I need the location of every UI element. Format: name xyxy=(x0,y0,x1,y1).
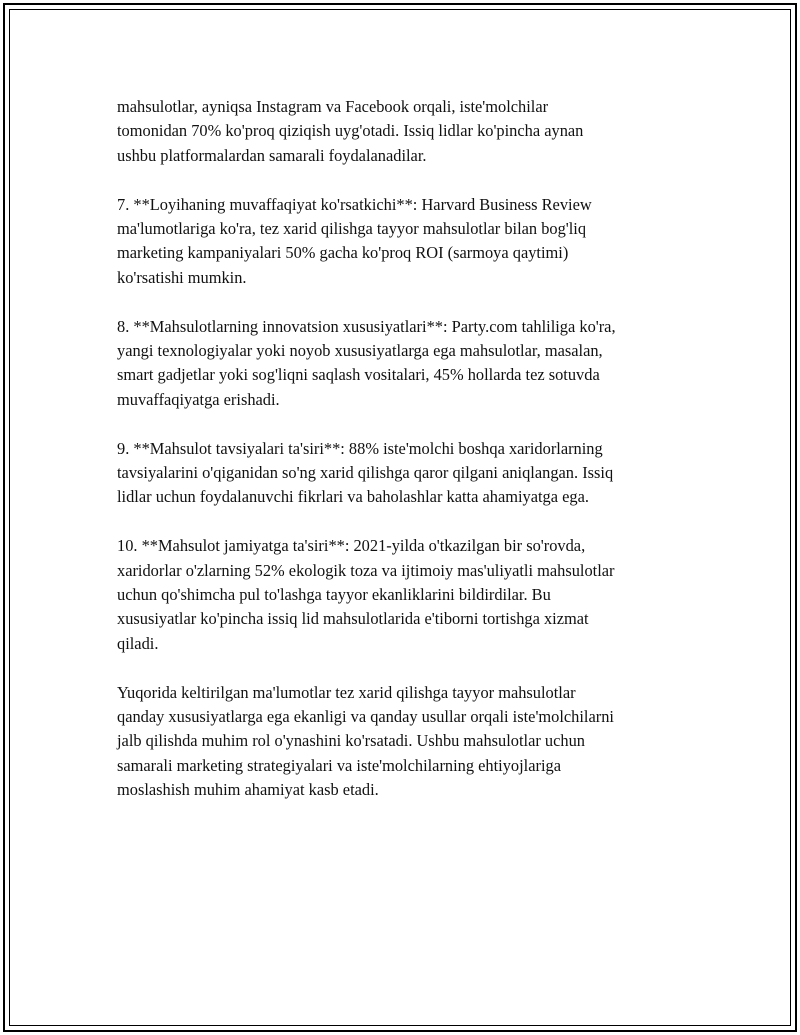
text-line: Yuqorida keltirilgan ma'lumotlar tez xarid qilishga tayyor mahsulotlar xyxy=(117,682,576,702)
text-line: 10. **Mahsulot jamiyatga ta'siri**: 2021-yilda o'tkazilgan bir so'rovda, xyxy=(117,536,586,556)
text-line: yangi texnologiyalar yoki noyob xususiyatlarga ega mahsulotlar, masalan, xyxy=(117,341,603,361)
text-line: ko'rsatishi mumkin. xyxy=(117,267,247,287)
text-line: 8. **Mahsulotlarning innovatsion xususiyatlari**: Party.com tahliliga ko'ra, xyxy=(117,316,616,336)
paragraph-item-8 xyxy=(117,315,707,413)
text-line: moslashish muhim ahamiyat kasb etadi. xyxy=(117,780,379,800)
text-line: smart gadjetlar yoki sog'liqni saqlash vositalari, 45% hollarda tez sotuvda xyxy=(117,365,600,385)
document-page xyxy=(3,3,797,1032)
text-line: qanday xususiyatlarga ega ekanligi va qanday usullar orqali iste'molchilarni xyxy=(117,707,614,727)
text-line: muvaffaqiyatga erishadi. xyxy=(117,389,280,409)
text-line: ushbu platformalardan samarali foydalanadilar. xyxy=(117,145,427,165)
paragraph-item-10 xyxy=(117,534,707,656)
text-line: tavsiyalarini o'qiganidan so'ng xarid qilishga qaror qilgani aniqlangan. Issiq xyxy=(117,463,614,483)
text-line: marketing kampaniyalari 50% gacha ko'proq ROI (sarmoya qaytimi) xyxy=(117,243,569,263)
paragraph-item-9 xyxy=(117,437,707,510)
document-body xyxy=(117,95,707,827)
text-line: samarali marketing strategiyalari va iste'molchilarning ehtiyojlariga xyxy=(117,755,561,775)
paragraph-item-7 xyxy=(117,193,707,291)
paragraph-intro-continuation xyxy=(117,95,707,168)
paragraph-conclusion xyxy=(117,681,707,803)
text-line: xususiyatlar ko'pincha issiq lid mahsulotlarida e'tiborni tortishga xizmat xyxy=(117,609,589,629)
text-line: lidlar uchun foydalanuvchi fikrlari va baholashlar katta ahamiyatga ega. xyxy=(117,487,589,507)
text-line: jalb qilishda muhim rol o'ynashini ko'rsatadi. Ushbu mahsulotlar uchun xyxy=(117,731,585,751)
text-line: tomonidan 70% ko'proq qiziqish uyg'otadi. Issiq lidlar ko'pincha aynan xyxy=(117,121,584,141)
text-line: 9. **Mahsulot tavsiyalari ta'siri**: 88% iste'molchi boshqa xaridorlarning xyxy=(117,438,603,458)
text-line: mahsulotlar, ayniqsa Instagram va Facebook orqali, iste'molchilar xyxy=(117,97,549,116)
text-line: ma'lumotlariga ko'ra, tez xarid qilishga tayyor mahsulotlar bilan bog'liq xyxy=(117,219,587,239)
text-line: xaridorlar o'zlarning 52% ekologik toza va ijtimoiy mas'uliyatli mahsulotlar xyxy=(117,560,615,580)
text-line: uchun qo'shimcha pul to'lashga tayyor ekanliklarini bildirdilar. Bu xyxy=(117,585,551,605)
text-line: 7. **Loyihaning muvaffaqiyat ko'rsatkichi**: Harvard Business Review xyxy=(117,194,592,214)
text-line: qiladi. xyxy=(117,633,159,653)
